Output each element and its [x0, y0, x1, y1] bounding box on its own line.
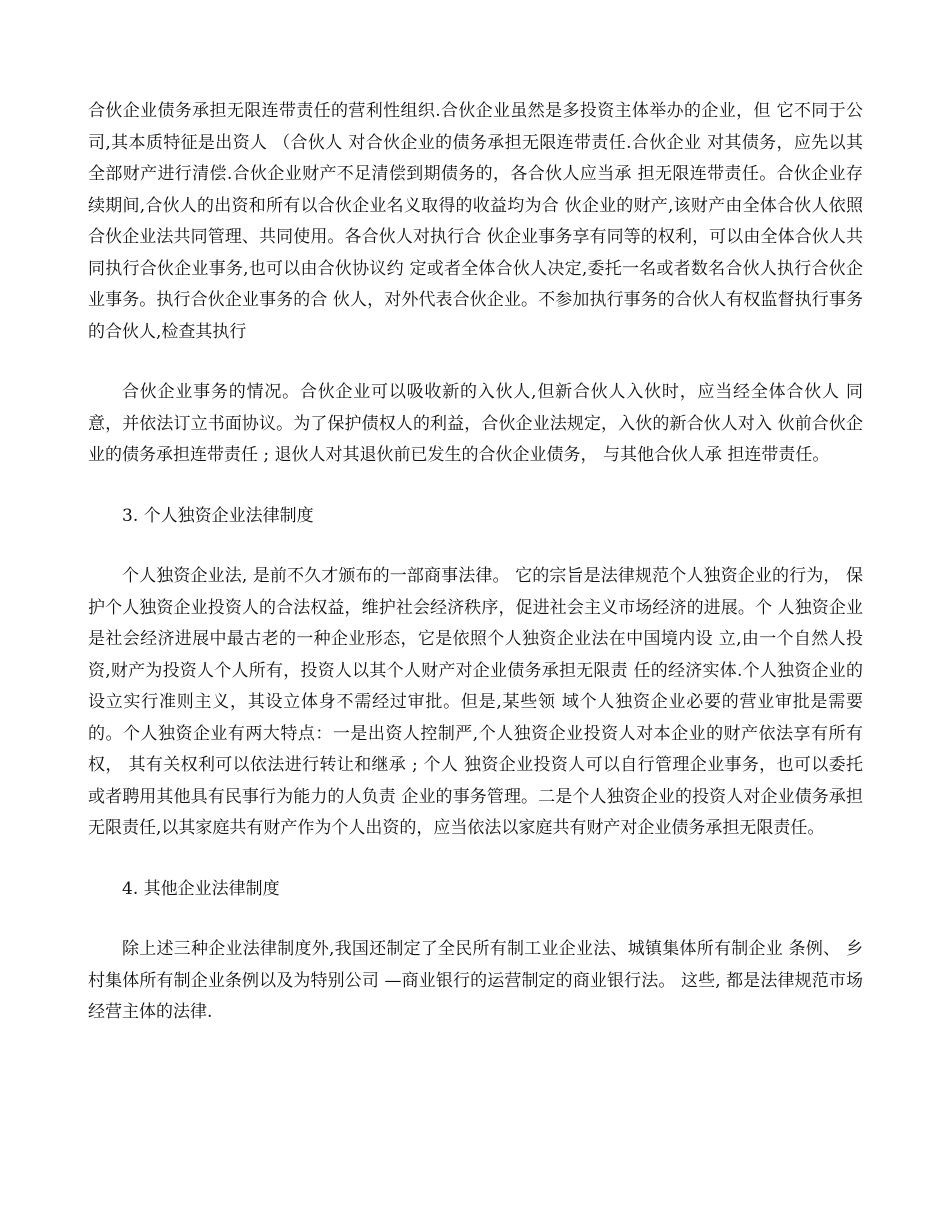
paragraph-partnership-admission: 合伙企业事务的情况。合伙企业可以吸收新的入伙人,但新合伙人入伙时，应当经全体合伙人 同意，并依法订立书面协议。为了保护债权人的利益，合伙企业法规定，入伙的新合伙人对入 伙前合伙企业的债务承担连带责任 ; 退伙人对其退伙前已发生的合伙企业债务， 与其他合伙人承 担连带责任。: [88, 382, 863, 465]
paragraph-other-enterprises: 除上述三种企业法律制度外,我国还制定了全民所有制工业企业法、城镇集体所有制企业 条例、 乡村集体所有制企业条例以及为特别公司 —商业银行的运营制定的商业银行法。 这些, 都是法律规范市场经营主体的法律.: [88, 939, 863, 1022]
section-heading-sole-proprietorship: 3. 个人独资企业法律制度: [122, 505, 314, 526]
document-body: [88, 96, 863, 1058]
section-heading-other-enterprises: 4. 其他企业法律制度: [122, 878, 280, 899]
paragraph-partnership-liability: 合伙企业债务承担无限连带责任的营利性组织.合伙企业虽然是多投资主体举办的企业，但 它不同于公司,其本质特征是出资人 （合伙人 对合伙企业的债务承担无限连带责任.合伙企业 对其债务，应先以其全部财产进行清偿.合伙企业财产不足清偿到期债务的，各合伙人应当承 担无限连带责任。合伙企业存续期间,合伙人的出资和所有以合伙企业名义取得的收益均为合 伙企业的财产,该财产由全体合伙人依照合伙企业法共同管理、共同使用。各合伙人对执行合 伙企业事务享有同等的权利，可以由全体合伙人共同执行合伙企业事务,也可以由合伙协议约 定或者全体合伙人决定,委托一名或者数名合伙人执行合伙企业事务。执行合伙企业事务的合 伙人，对外代表合伙企业。不参加执行事务的合伙人有权监督执行事务的合伙人,检查其执行: [88, 101, 863, 342]
paragraph-sole-proprietorship: 个人独资企业法, 是前不久才颁布的一部商事法律。 它的宗旨是法律规范个人独资企业的行为， 保护个人独资企业投资人的合法权益，维护社会经济秩序，促进社会主义市场经济的进展。个 人独资企业是社会经济进展中最古老的一种企业形态，它是依照个人独资企业法在中国境内设 立,由一个自然人投资,财产为投资人个人所有，投资人以其个人财产对企业债务承担无限责 任的经济实体.个人独资企业的设立实行准则主义，其设立体身不需经过审批。但是,某些领 域个人独资企业必要的营业审批是需要的。个人独资企业有两大特点：一是出资人控制严,个人独资企业投资人对本企业的财产依法享有所有权， 其有关权利可以依法进行转让和继承 ; 个人 独资企业投资人可以自行管理企业事务，也可以委托或者聘用其他具有民事行为能力的人负责 企业的事务管理。二是个人独资企业的投资人对企业债务承担无限责任,以其家庭共有财产作为个人出资的，应当依法以家庭共有财产对企业债务承担无限责任。: [88, 566, 863, 838]
